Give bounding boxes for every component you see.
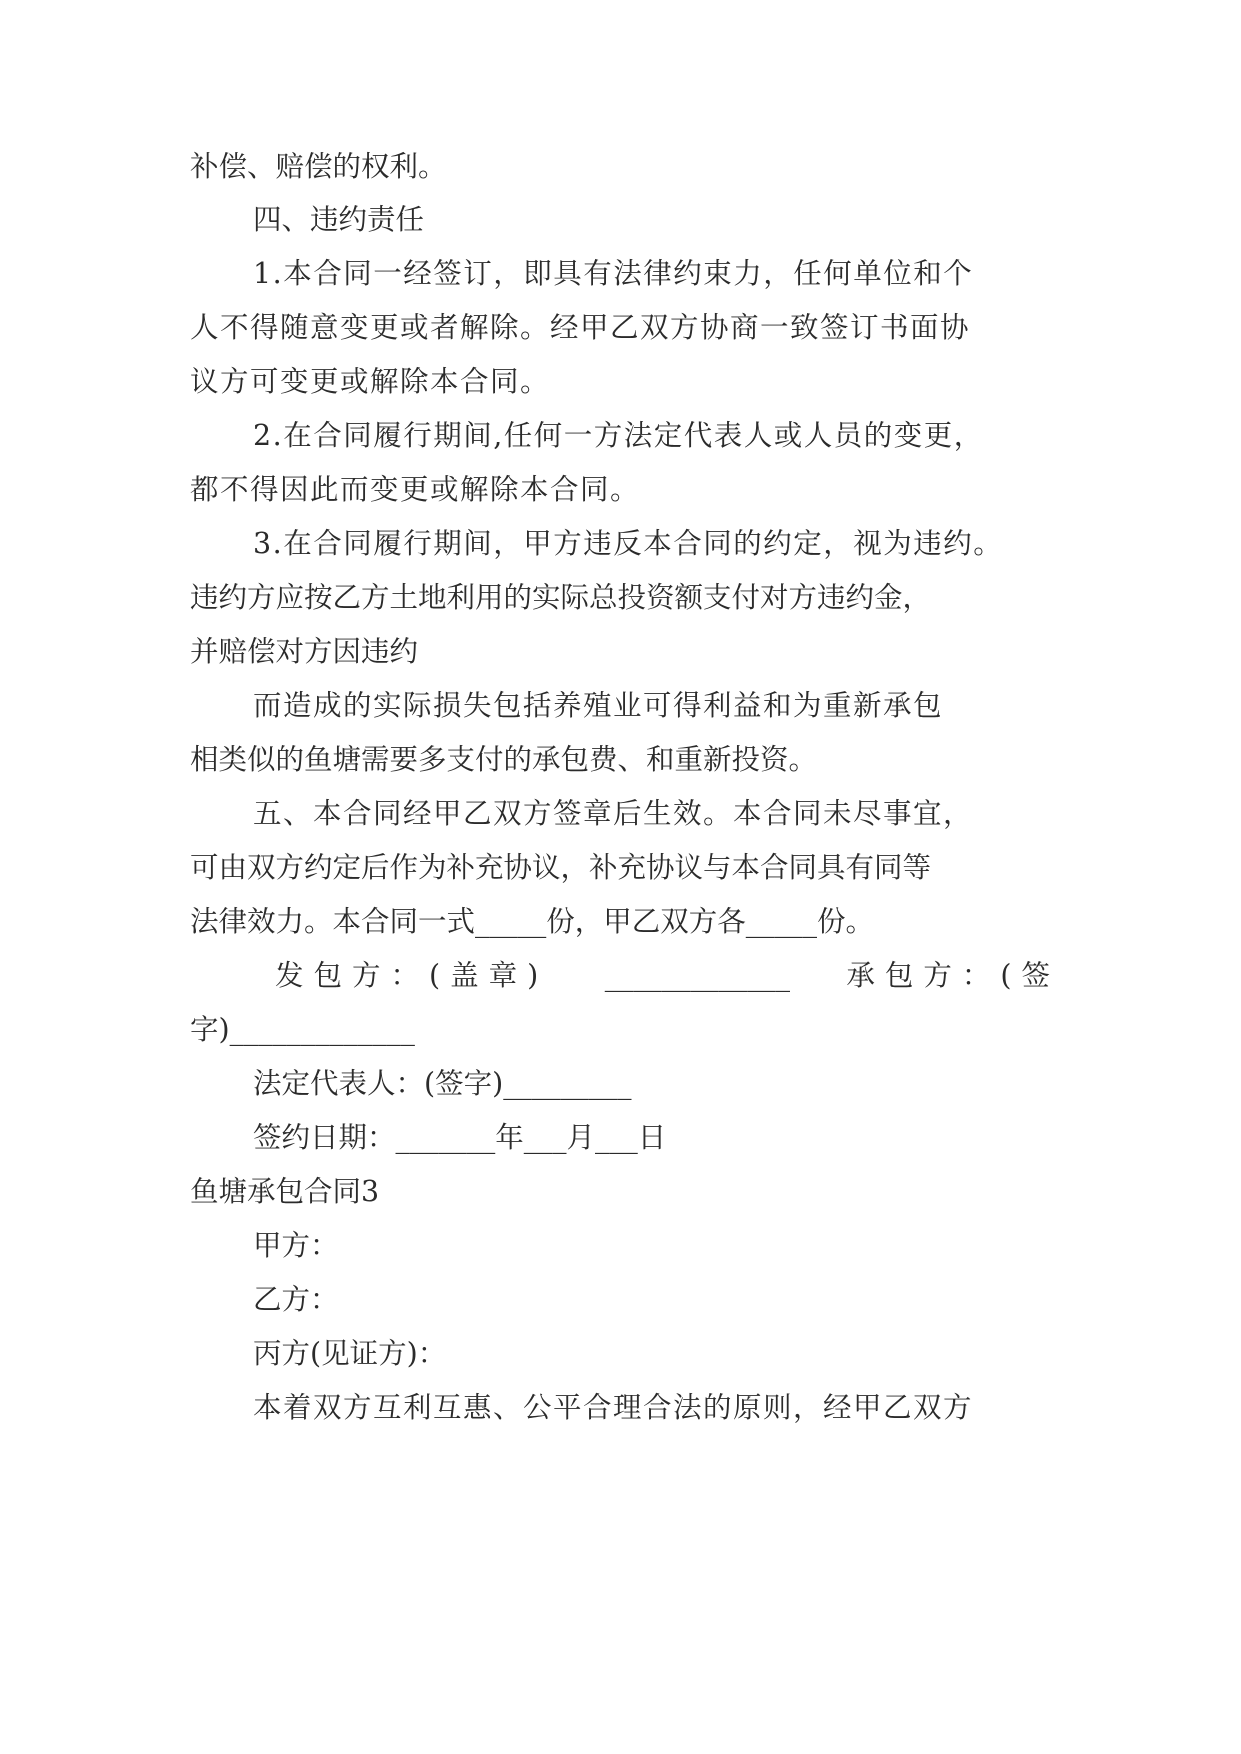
section-5-line-1: 五、本合同经甲乙双方签章后生效。本合同未尽事宜， xyxy=(253,797,974,830)
section-heading-breach: 四、违约责任 xyxy=(253,203,425,236)
text-line-1: 补偿、赔偿的权利。 xyxy=(190,150,447,183)
party-c-witness-label: 丙方(见证方)： xyxy=(253,1337,447,1370)
issuer-seal-blank: _____________ xyxy=(604,959,790,992)
clause-1-line-2: 人不得随意变更或者解除。经甲乙双方协商一致签订书面协 xyxy=(190,311,971,344)
party-b-label: 乙方： xyxy=(253,1283,339,1316)
party-a-label: 甲方： xyxy=(253,1229,339,1262)
preamble-line-1: 本着双方互利互惠、公平合理合法的原则，经甲乙双方 xyxy=(253,1391,974,1424)
clause-3-line-5: 相类似的鱼塘需要多支付的承包费、和重新投资。 xyxy=(190,743,818,776)
clause-3-line-3: 并赔偿对方因违约 xyxy=(190,635,419,668)
legal-representative-line: 法定代表人：(签字)_________ xyxy=(253,1067,632,1100)
clause-2-line-2: 都不得因此而变更或解除本合同。 xyxy=(190,473,641,506)
contractor-sign-label: 承包方：(签 xyxy=(846,959,1060,992)
signature-line xyxy=(275,956,1060,996)
clause-3-line-1: 3.在合同履行期间，甲方违反本合同的约定，视为违约。 xyxy=(253,527,1004,560)
clause-3-line-4: 而造成的实际损失包括养殖业可得利益和为重新承包 xyxy=(253,689,944,722)
contract-3-title: 鱼塘承包合同3 xyxy=(190,1175,380,1208)
clause-2-line-1: 2.在合同履行期间,任何一方法定代表人或人员的变更， xyxy=(253,419,984,452)
issuer-seal-label: 发包方：(盖章) xyxy=(275,959,549,992)
clause-1-line-3: 议方可变更或解除本合同。 xyxy=(190,365,551,398)
clause-1-line-1: 1.本合同一经签订，即具有法律约束力，任何单位和个 xyxy=(253,257,974,290)
section-5-line-3: 法律效力。本合同一式_____份，甲乙双方各_____份。 xyxy=(190,905,875,938)
clause-3-line-2: 违约方应按乙方土地利用的实际总投资额支付对方违约金， xyxy=(190,581,932,614)
section-5-line-2: 可由双方约定后作为补充协议，补充协议与本合同具有同等 xyxy=(190,851,932,884)
signature-line-cont: 字)_____________ xyxy=(190,1013,415,1046)
sign-date-line: 签约日期：_______年___月___日 xyxy=(253,1121,667,1154)
